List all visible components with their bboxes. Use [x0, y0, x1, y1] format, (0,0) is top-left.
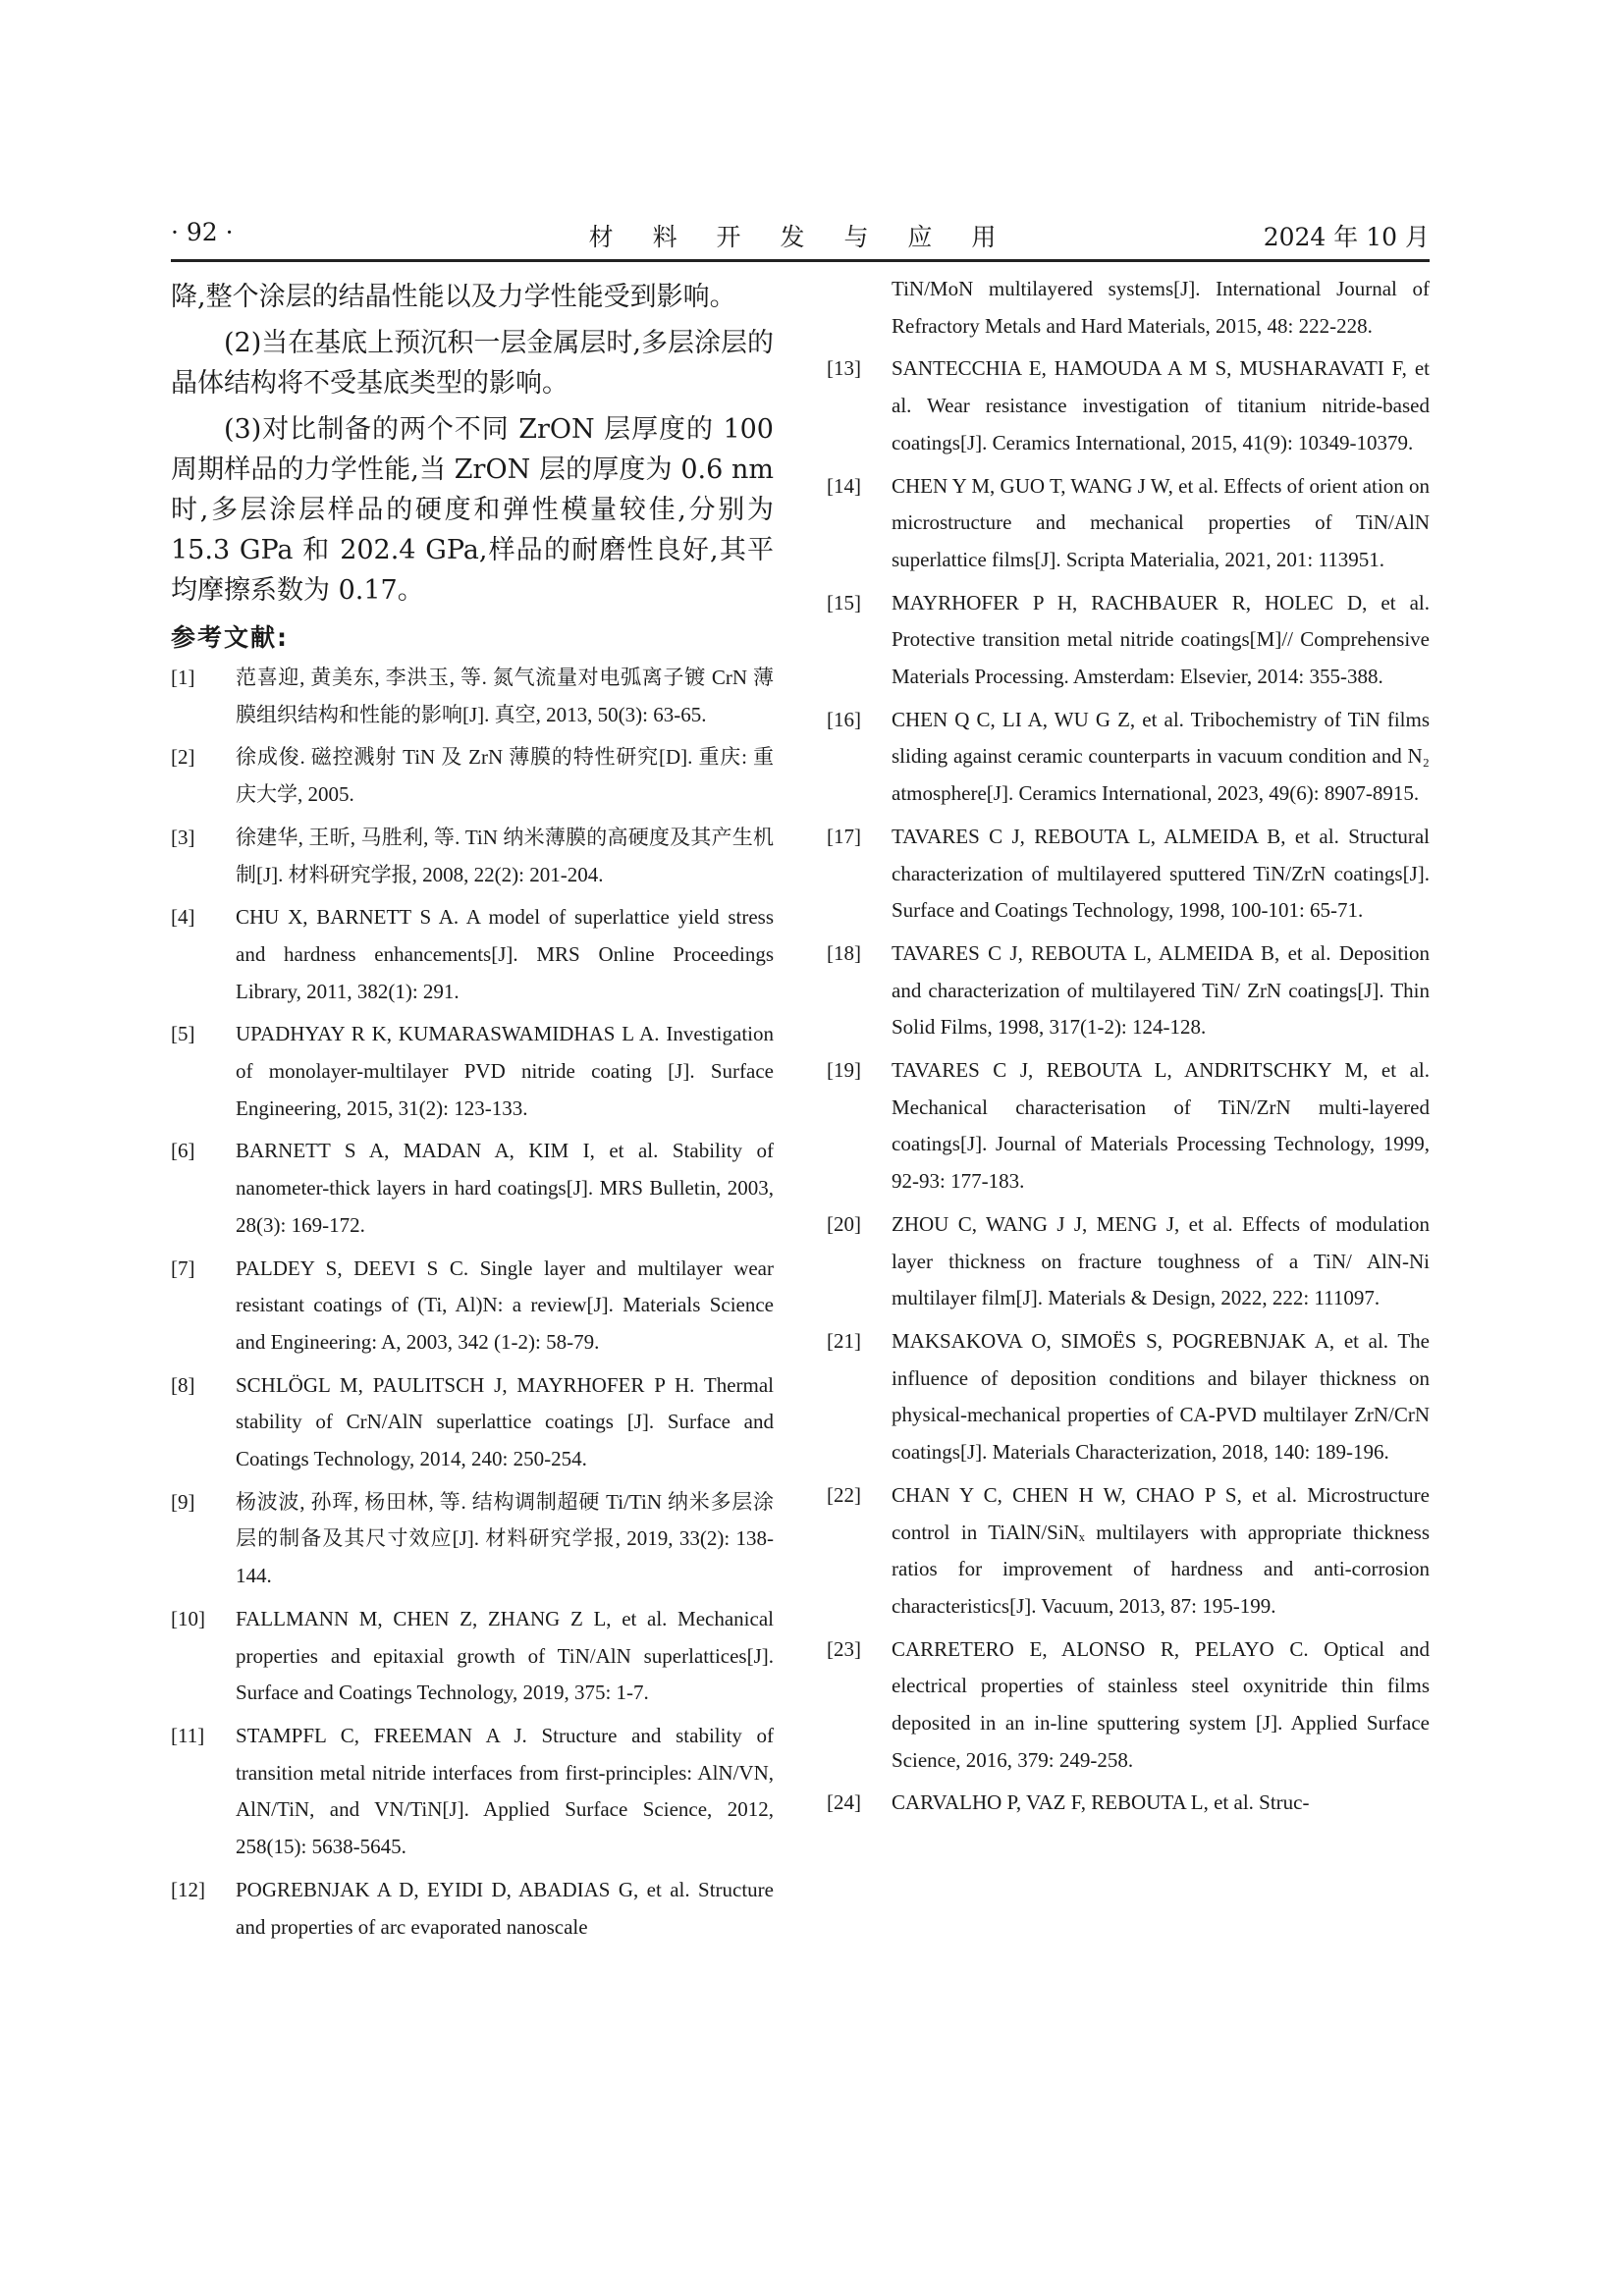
reference-item — [171, 660, 774, 733]
reference-item — [171, 1133, 774, 1244]
reference-number: [6] — [171, 1139, 195, 1163]
reference-number: [14] — [827, 473, 861, 498]
reference-item — [171, 899, 774, 1010]
reference-text: FALLMANN M, CHEN Z, ZHANG Z L, et al. Mechanical properties and epitaxial growth of TiN/AlN superlattices[J]. Surface and Coatings Technology, 2019, 375: 1-7. — [236, 1606, 774, 1705]
reference-number: [17] — [827, 824, 861, 848]
reference-item — [827, 1323, 1430, 1471]
reference-item — [827, 1052, 1430, 1201]
reference-number: [5] — [171, 1022, 195, 1046]
reference-text: CHEN Y M, GUO T, WANG J W, et al. Effects of orient ation on microstructure and mechanical properties of TiN/AlN superlattice films[J]. Scripta Materialia, 2021, 201: 113951. — [892, 473, 1430, 571]
page-number: · 92 · — [171, 218, 234, 246]
reference-number: [8] — [171, 1372, 195, 1397]
reference-number: [22] — [827, 1482, 861, 1507]
reference-text: MAKSAKOVA O, SIMOËS S, POGREBNJAK A, et al. The influence of deposition conditions and bilayer thickness on physical-mechanical properties of CA-PVD multilayer ZrN/CrN coatings[J]. Materials Characterization, 2018, 140: 189-196. — [892, 1328, 1430, 1465]
reference-number: [2] — [171, 745, 195, 770]
body-paragraph-2: (2)当在基底上预沉积一层金属层时,多层涂层的晶体结构将不受基底类型的影响。 — [171, 328, 774, 399]
reference-number: [16] — [827, 707, 861, 731]
reference-item — [827, 1631, 1430, 1780]
reference-item — [171, 1718, 774, 1866]
right-column — [827, 271, 1430, 1828]
reference-number: [23] — [827, 1636, 861, 1661]
reference-number: [15] — [827, 590, 861, 614]
reference-list-left — [171, 660, 774, 1946]
reference-item — [827, 350, 1430, 461]
journal-title: 材 料 开 发 与 应 用 — [588, 223, 1012, 251]
reference-text: CARRETERO E, ALONSO R, PELAYO C. Optical and electrical properties of stainless steel oxynitride thin films deposited in an in-line sputtering system [J]. Applied Surface Science, 2016, 379: 249-258. — [892, 1636, 1430, 1772]
reference-text: TAVARES C J, REBOUTA L, ANDRITSCHKY M, et al. Mechanical characterisation of TiN/ZrN multi-layered coatings[J]. Journal of Materials Processing Technology, 1999, 92-93: 177-183. — [892, 1058, 1430, 1194]
reference-number: [4] — [171, 905, 195, 930]
reference-text: TAVARES C J, REBOUTA L, ALMEIDA B, et al. Deposition and characterization of multilayered TiN/ ZrN coatings[J]. Thin Solid Films, 1998, 317(1-2): 124-128. — [892, 940, 1430, 1040]
reference-number: [21] — [827, 1328, 861, 1353]
header-rule — [171, 259, 1430, 262]
reference-number: [7] — [171, 1255, 195, 1280]
reference-item — [171, 739, 774, 813]
reference-item — [171, 1367, 774, 1478]
reference-text: CHU X, BARNETT S A. A model of superlattice yield stress and hardness enhancements[J]. MRS Online Proceedings Library, 2011, 382(1): 291. — [236, 905, 774, 1003]
body-paragraph-1: 降,整个涂层的结晶性能以及力学性能受到影响。 — [171, 282, 736, 312]
reference-text: CHEN Q C, LI A, WU G Z, et al. Tribochemistry of TiN films sliding against ceramic counterparts in vacuum condition and N₂ atmosphere[J]. Ceramics International, 2023, 49(6): 8907-8915. — [892, 707, 1430, 806]
reference-text: 徐建华, 王昕, 马胜利, 等. TiN 纳米薄膜的高硬度及其产生机制[J]. 材料研究学报, 2008, 22(2): 201-204. — [236, 825, 774, 886]
reference-text: CARVALHO P, VAZ F, REBOUTA L, et al. Struc- — [892, 1790, 1310, 1815]
reference-item — [827, 1785, 1430, 1822]
reference-continuation — [827, 271, 1430, 345]
reference-text: UPADHYAY R K, KUMARASWAMIDHAS L A. Investigation of monolayer-multilayer PVD nitride coating [J]. Surface Engineering, 2015, 31(2): 123-133. — [236, 1022, 774, 1120]
reference-item — [827, 702, 1430, 813]
reference-text: 杨波波, 孙珲, 杨田林, 等. 结构调制超硬 Ti/TiN 纳米多层涂层的制备及其尺寸效应[J]. 材料研究学报, 2019, 33(2): 138-144. — [236, 1489, 774, 1588]
reference-number: [1] — [171, 666, 195, 689]
reference-number: [3] — [171, 825, 195, 849]
reference-text: 范喜迎, 黄美东, 李洪玉, 等. 氮气流量对电弧离子镀 CrN 薄膜组织结构和性能的影响[J]. 真空, 2013, 50(3): 63-65. — [236, 666, 774, 726]
reference-item — [171, 1016, 774, 1127]
reference-text: PALDEY S, DEEVI S C. Single layer and multilayer wear resistant coatings of (Ti, Al)N: a review[J]. Materials Science and Engineering: A, 2003, 342 (1-2): 58-79. — [236, 1255, 774, 1354]
reference-item — [171, 820, 774, 893]
reference-number: [18] — [827, 940, 861, 965]
reference-text: 徐成俊. 磁控溅射 TiN 及 ZrN 薄膜的特性研究[D]. 重庆: 重庆大学, 2005. — [236, 745, 774, 807]
left-column — [171, 271, 774, 1951]
reference-item — [171, 1484, 774, 1595]
reference-list-right — [827, 271, 1430, 1822]
reference-text: BARNETT S A, MADAN A, KIM I, et al. Stability of nanometer-thick layers in hard coatings[J]. MRS Bulletin, 2003, 28(3): 169-172. — [236, 1139, 774, 1237]
issue-date: 2024 年 10 月 — [1263, 223, 1430, 251]
reference-item — [171, 1251, 774, 1362]
body-paragraph-3: (3)对比制备的两个不同 ZrON 层厚度的 100 周期样品的力学性能,当 ZrON 层的厚度为 0.6 nm 时,多层涂层样品的硬度和弹性模量较佳,分别为 15.3 GPa 和 202.4 GPa,样品的耐磨性良好,其平均摩擦系数为 0.17。 — [171, 414, 774, 606]
reference-text: SCHLÖGL M, PAULITSCH J, MAYRHOFER P H. Thermal stability of CrN/AlN superlattice coatings [J]. Surface and Coatings Technology, 2014, 240: 250-254. — [236, 1372, 774, 1471]
reference-text: TiN/MoN multilayered systems[J]. International Journal of Refractory Metals and Hard Materials, 2015, 48: 222-228. — [892, 277, 1430, 338]
reference-number: [13] — [827, 356, 861, 381]
reference-text: TAVARES C J, REBOUTA L, ALMEIDA B, et al. Structural characterization of multilayered sputtered TiN/ZrN coatings[J]. Surface and Coatings Technology, 1998, 100-101: 65-71. — [892, 824, 1430, 923]
reference-number: [12] — [171, 1877, 205, 1901]
reference-item — [827, 819, 1430, 930]
reference-number: [10] — [171, 1606, 205, 1630]
reference-text: STAMPFL C, FREEMAN A J. Structure and stability of transition metal nitride interfaces from first-principles: AlN/VN, AlN/TiN, and VN/TiN[J]. Applied Surface Science, 2012, 258(15): 5638-5645. — [236, 1723, 774, 1859]
reference-number: [19] — [827, 1058, 861, 1083]
reference-item — [827, 468, 1430, 579]
reference-item — [171, 1601, 774, 1712]
reference-item — [827, 1206, 1430, 1317]
references-heading: 参考文献: — [171, 623, 289, 652]
reference-number: [11] — [171, 1723, 205, 1747]
reference-text: CHAN Y C, CHEN H W, CHAO P S, et al. Microstructure control in TiAlN/SiNₓ multilayers with appropriate thickness ratios for improvement of hardness and anti-corrosion characteristics[J]. Vacuum, 2013, 87: 195-199. — [892, 1482, 1430, 1618]
reference-number: [9] — [171, 1489, 195, 1514]
reference-text: MAYRHOFER P H, RACHBAUER R, HOLEC D, et al. Protective transition metal nitride coatings[M]// Comprehensive Materials Processing. Amsterdam: Elsevier, 2014: 355-388. — [892, 590, 1430, 689]
reference-item — [827, 585, 1430, 696]
reference-text: ZHOU C, WANG J J, MENG J, et al. Effects of modulation layer thickness on fracture toughness of a TiN/ AlN-Ni multilayer film[J]. Materials & Design, 2022, 222: 111097. — [892, 1211, 1430, 1310]
reference-item — [827, 1477, 1430, 1626]
reference-number: [24] — [827, 1790, 861, 1815]
reference-item — [171, 1872, 774, 1946]
reference-number: [20] — [827, 1211, 861, 1236]
reference-text: SANTECCHIA E, HAMOUDA A M S, MUSHARAVATI F, et al. Wear resistance investigation of titanium nitride-based coatings[J]. Ceramics International, 2015, 41(9): 10349-10379. — [892, 356, 1430, 454]
running-header — [171, 214, 1430, 257]
reference-item — [827, 935, 1430, 1046]
reference-text: POGREBNJAK A D, EYIDI D, ABADIAS G, et al. Structure and properties of arc evaporated nanoscale — [236, 1877, 774, 1939]
